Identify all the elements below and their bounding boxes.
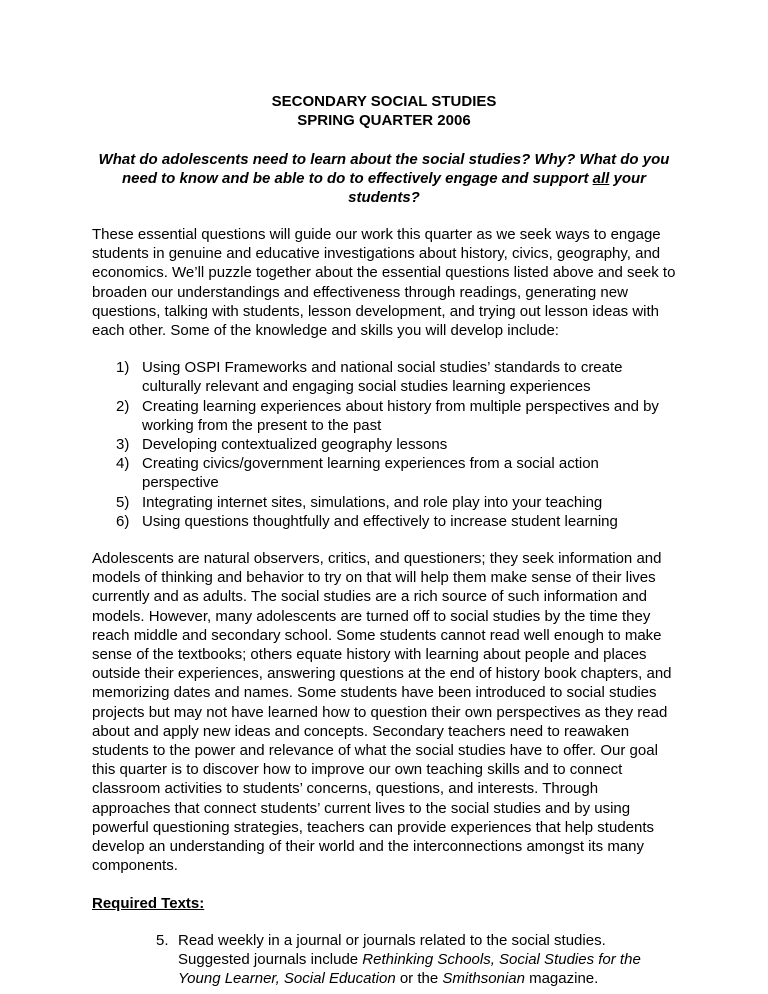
required-texts-list	[92, 931, 676, 989]
course-title	[92, 92, 676, 130]
list-item-text: Creating learning experiences about history from multiple perspectives and by working from the present to the past	[142, 397, 659, 434]
list-number: 5)	[116, 493, 130, 511]
skills-list-item	[116, 358, 676, 396]
list-number: 6)	[116, 512, 130, 530]
list-number: 5.	[156, 931, 169, 949]
journal-title-smithsonian: Smithsonian	[442, 969, 525, 987]
skills-list-item	[116, 397, 676, 435]
body-paragraph: Adolescents are natural observers, critics, and questioners; they seek information and models of thinking and behavior to try on that will help them make sense of their lives currently and as adults. The social studies are a rich source of such information and models. However, many adolescents are turned off to social studies by the time they reach middle and secondary school. Some students cannot read well enough to make sense of the textbooks; others equate history with learning about people and places outside their experiences, answering questions at the end of history book chapters, and memorizing dates and names. Some students have been introduced to social studies projects but may not have learned how to question their own perspectives as they read about and apply new ideas and concepts. Secondary teachers need to reawaken students to the power and relevance of what the social studies have to offer. Our goal this quarter is to discover how to improve our own teaching skills and to connect classroom activities to students’ concerns, questions, and interests. Through approaches that connect students’ current lives to the social studies and by using powerful questioning strategies, teachers can provide experiences that help students develop an understanding of their world and the interconnections amongst its many components.	[92, 550, 672, 875]
questions-text-start: What do adolescents need to learn about the social studies? Why? What do you need to know and be able to do to effectively engage and support	[98, 151, 670, 187]
list-item-text: Using OSPI Frameworks and national social studies’ standards to create culturally relevant and engaging social studies learning experiences	[142, 359, 623, 396]
list-number: 4)	[116, 455, 130, 473]
intro-paragraph: These essential questions will guide our work this quarter as we seek ways to engage students in genuine and educative investigations about history, civics, geography, and economics. We’ll puzzle together about the essential questions listed above and seek to broaden our understandings and effectiveness through readings, generating new questions, talking with students, lesson development, and trying out lesson ideas with each other. Some of the knowledge and skills you will develop include:	[92, 226, 676, 340]
skills-list	[92, 358, 676, 531]
list-item-text: Creating civics/government learning experiences from a social action perspective	[142, 455, 599, 492]
course-term: SPRING QUARTER 2006	[297, 112, 471, 129]
list-number: 2)	[116, 397, 130, 415]
skills-list-item	[116, 435, 676, 454]
item-text-lead: Read weekly in a journal or journals related to the social studies. Suggested journals include	[178, 931, 606, 968]
item-text-end: magazine.	[524, 969, 599, 987]
list-item-text: Using questions thoughtfully and effectively to increase student learning	[142, 512, 618, 530]
questions-emphasis: all	[592, 170, 610, 187]
skills-list-item	[116, 454, 676, 492]
item-text-mid: or the	[395, 969, 443, 987]
list-number: 1)	[116, 359, 130, 377]
list-item-text: Developing contextualized geography lessons	[142, 436, 448, 454]
questions-text-end: your students?	[348, 170, 646, 206]
essential-questions	[96, 150, 672, 207]
skills-list-item	[116, 493, 676, 512]
required-texts-heading: Required Texts:	[92, 894, 205, 912]
skills-list-item	[116, 512, 676, 531]
list-number: 3)	[116, 436, 130, 454]
journal-titles: Rethinking Schools, Social Studies for the Young Learner, Social Education	[178, 950, 641, 987]
list-item-text: Integrating internet sites, simulations, and role play into your teaching	[142, 493, 603, 511]
required-texts-item	[156, 931, 676, 989]
course-name: SECONDARY SOCIAL STUDIES	[271, 93, 497, 110]
